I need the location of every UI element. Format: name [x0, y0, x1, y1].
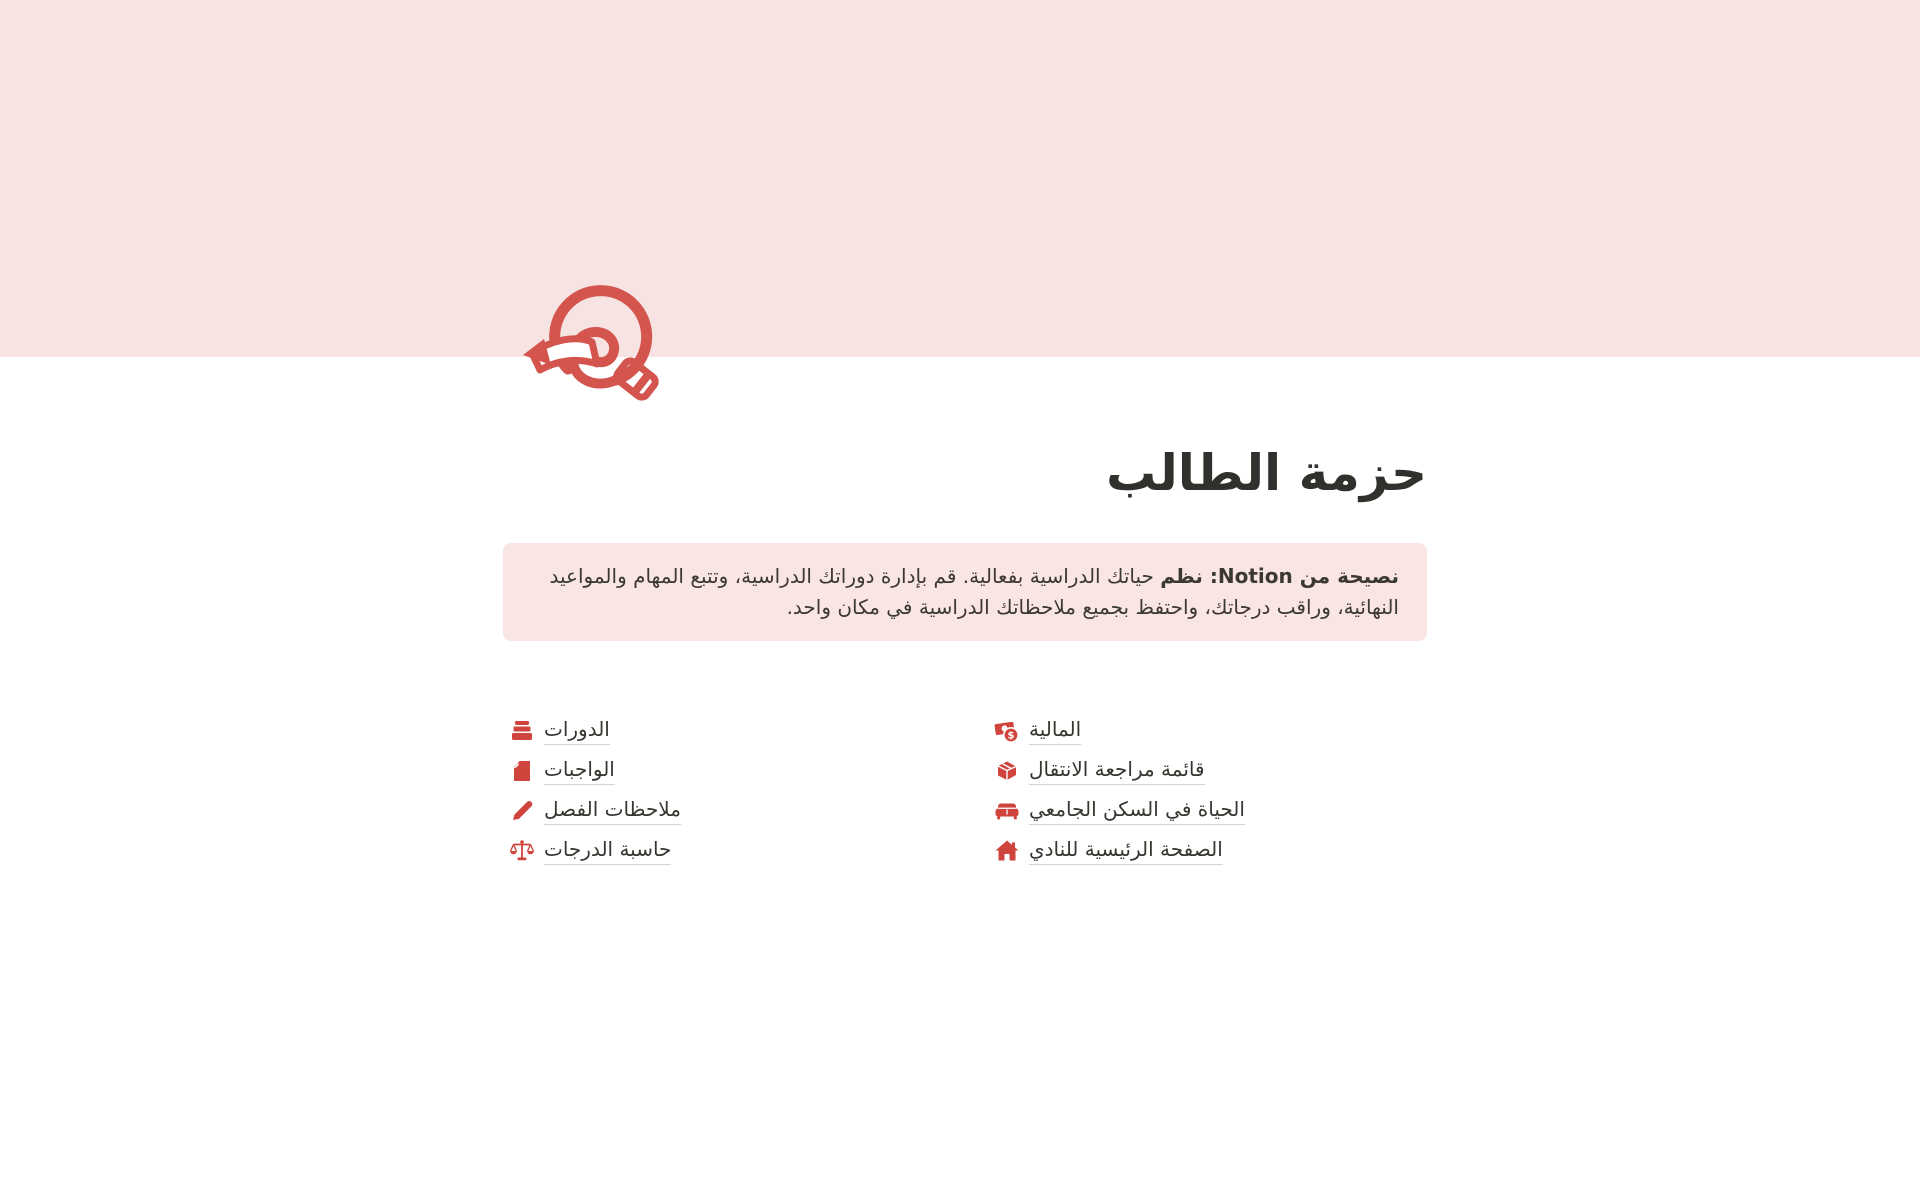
- couch-icon: [994, 798, 1020, 824]
- links-column-left: [503, 714, 942, 874]
- page-link-label: حاسبة الدرجات: [544, 836, 671, 865]
- page-links-columns: [503, 714, 1427, 874]
- page-link-moving-checklist[interactable]: [988, 754, 1427, 787]
- page-link-label: الواجبات: [544, 756, 615, 785]
- page-link-label: ملاحظات الفصل: [544, 796, 681, 825]
- page-link-grade-calculator[interactable]: [503, 834, 942, 867]
- callout-bold-text: نصيحة من Notion: نظم: [1160, 564, 1399, 588]
- page-cover: [0, 0, 1920, 357]
- links-column-right: [988, 714, 1427, 874]
- page-link-label: المالية: [1029, 716, 1081, 745]
- page-link-dorm-life[interactable]: [988, 794, 1427, 827]
- page-link-courses[interactable]: [503, 714, 942, 747]
- page-link-finances[interactable]: [988, 714, 1427, 747]
- house-icon: [994, 838, 1020, 864]
- page-link-label: قائمة مراجعة الانتقال: [1029, 756, 1205, 785]
- page-link-label: الدورات: [544, 716, 610, 745]
- page-link-assignments[interactable]: [503, 754, 942, 787]
- money-icon: [994, 718, 1020, 744]
- pencil-scribble-icon[interactable]: [518, 277, 668, 407]
- page-link-label: الحياة في السكن الجامعي: [1029, 796, 1245, 825]
- pencil-scribble-graphic: [518, 277, 668, 407]
- document-icon: [509, 758, 535, 784]
- stack-icon: [509, 718, 535, 744]
- pencil-icon: [509, 798, 535, 824]
- package-box-icon: [994, 758, 1020, 784]
- svg-text:$: $: [1007, 730, 1015, 742]
- scale-icon: [509, 838, 535, 864]
- page-title: حزمة الطالب: [1106, 444, 1427, 502]
- page-link-label: الصفحة الرئيسية للنادي: [1029, 836, 1223, 865]
- callout-body-text: حياتك الدراسية بفعالية. قم بإدارة دوراتك الدراسية، وتتبع المهام والمواعيد النهائية، وراقب درجاتك، واحتفظ بجميع ملاحظاتك الدراسية في مكان واحد.: [549, 564, 1399, 619]
- page-link-club-homepage[interactable]: [988, 834, 1427, 867]
- notion-tip-callout: [503, 543, 1427, 641]
- page-link-class-notes[interactable]: [503, 794, 942, 827]
